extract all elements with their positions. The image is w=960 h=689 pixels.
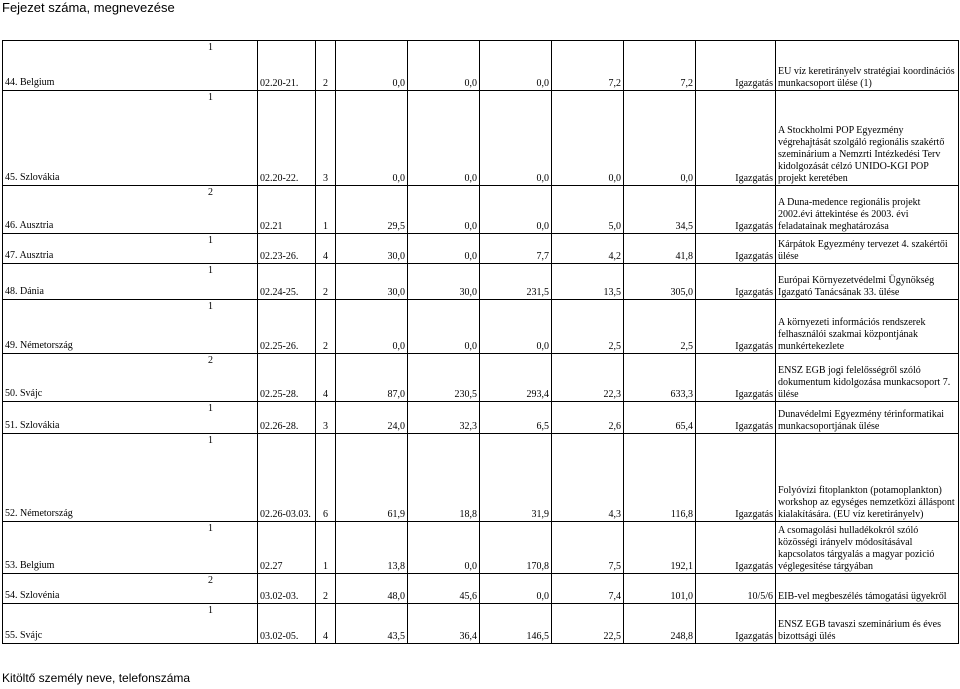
date-cell: 02.27: [258, 522, 316, 574]
days-cell: 2: [316, 41, 336, 91]
amount-4-cell: 7,2: [552, 41, 624, 91]
amount-1-cell: 30,0: [336, 264, 408, 300]
amount-3-cell: 0,0: [480, 41, 552, 91]
amount-3-cell: 0,0: [480, 574, 552, 604]
days-cell: 2: [316, 300, 336, 354]
table-row: [3, 522, 959, 574]
total-cell: 116,8: [624, 434, 696, 522]
amount-2-cell: 230,5: [408, 354, 480, 402]
total-cell: 34,5: [624, 186, 696, 234]
type-cell: Igazgatás: [696, 402, 776, 434]
travel-table: [2, 40, 959, 644]
description-cell: EU víz keretirányelv stratégiai koordinációs munkacsoport ülése (1): [776, 41, 959, 91]
participant-count: 1: [208, 301, 213, 312]
amount-4-cell: 4,2: [552, 234, 624, 264]
days-cell: 3: [316, 402, 336, 434]
date-cell: 02.25-28.: [258, 354, 316, 402]
country-cell: [3, 91, 258, 186]
total-cell: 633,3: [624, 354, 696, 402]
date-cell: 03.02-05.: [258, 604, 316, 644]
date-cell: 02.21: [258, 186, 316, 234]
total-cell: 41,8: [624, 234, 696, 264]
total-cell: 305,0: [624, 264, 696, 300]
amount-3-cell: 0,0: [480, 91, 552, 186]
days-cell: 3: [316, 91, 336, 186]
country-cell: [3, 354, 258, 402]
table-row: [3, 574, 959, 604]
amount-2-cell: 0,0: [408, 186, 480, 234]
table-row: [3, 604, 959, 644]
description-cell: Kárpátok Egyezmény tervezet 4. szakértői ülése: [776, 234, 959, 264]
amount-2-cell: 0,0: [408, 41, 480, 91]
amount-4-cell: 7,5: [552, 522, 624, 574]
table-row: [3, 186, 959, 234]
description-cell: A Duna-medence regionális projekt 2002.évi áttekintése és 2003. évi feladatainak meghatározása: [776, 186, 959, 234]
table-row: [3, 434, 959, 522]
days-cell: 4: [316, 234, 336, 264]
description-cell: Dunavédelmi Egyezmény térinformatikai munkacsoportjának ülése: [776, 402, 959, 434]
country-cell: [3, 604, 258, 644]
date-cell: 02.20-22.: [258, 91, 316, 186]
amount-1-cell: 61,9: [336, 434, 408, 522]
amount-3-cell: 6,5: [480, 402, 552, 434]
country-cell: [3, 186, 258, 234]
description-cell: ENSZ EGB tavaszi szeminárium és éves bizottsági ülés: [776, 604, 959, 644]
amount-2-cell: 36,4: [408, 604, 480, 644]
date-cell: 02.25-26.: [258, 300, 316, 354]
amount-4-cell: 7,4: [552, 574, 624, 604]
amount-1-cell: 48,0: [336, 574, 408, 604]
country-cell: [3, 41, 258, 91]
country-label: 46. Ausztria: [5, 220, 54, 231]
amount-1-cell: 29,5: [336, 186, 408, 234]
country-label: 48. Dánia: [5, 286, 44, 297]
amount-3-cell: 231,5: [480, 264, 552, 300]
country-label: 44. Belgium: [5, 77, 55, 88]
country-cell: [3, 434, 258, 522]
participant-count: 1: [208, 605, 213, 616]
amount-4-cell: 5,0: [552, 186, 624, 234]
amount-4-cell: 2,5: [552, 300, 624, 354]
type-cell: Igazgatás: [696, 434, 776, 522]
type-cell: Igazgatás: [696, 41, 776, 91]
participant-count: 1: [208, 42, 213, 53]
date-cell: 03.02-03.: [258, 574, 316, 604]
amount-3-cell: 31,9: [480, 434, 552, 522]
amount-1-cell: 0,0: [336, 41, 408, 91]
type-cell: Igazgatás: [696, 186, 776, 234]
amount-2-cell: 45,6: [408, 574, 480, 604]
participant-count: 1: [208, 265, 213, 276]
amount-2-cell: 30,0: [408, 264, 480, 300]
amount-3-cell: 0,0: [480, 300, 552, 354]
date-cell: 02.26-28.: [258, 402, 316, 434]
amount-2-cell: 0,0: [408, 91, 480, 186]
table-row: [3, 41, 959, 91]
days-cell: 4: [316, 604, 336, 644]
amount-4-cell: 4,3: [552, 434, 624, 522]
amount-2-cell: 0,0: [408, 234, 480, 264]
amount-1-cell: 30,0: [336, 234, 408, 264]
type-cell: Igazgatás: [696, 234, 776, 264]
type-cell: Igazgatás: [696, 522, 776, 574]
type-cell: Igazgatás: [696, 91, 776, 186]
description-cell: A környezeti információs rendszerek felhasználói szakmai központjának munkértekezlete: [776, 300, 959, 354]
participant-count: 1: [208, 403, 213, 414]
amount-3-cell: 170,8: [480, 522, 552, 574]
amount-3-cell: 293,4: [480, 354, 552, 402]
table-row: [3, 234, 959, 264]
amount-4-cell: 22,5: [552, 604, 624, 644]
amount-1-cell: 43,5: [336, 604, 408, 644]
filler-contact-label: Kitöltő személy neve, telefonszáma: [2, 671, 191, 685]
amount-2-cell: 0,0: [408, 522, 480, 574]
table-row: [3, 300, 959, 354]
amount-2-cell: 0,0: [408, 300, 480, 354]
participant-count: 1: [208, 235, 213, 246]
total-cell: 192,1: [624, 522, 696, 574]
country-label: 45. Szlovákia: [5, 172, 60, 183]
participant-count: 2: [208, 355, 213, 366]
days-cell: 2: [316, 574, 336, 604]
days-cell: 1: [316, 522, 336, 574]
participant-count: 2: [208, 187, 213, 198]
description-cell: EIB-vel megbeszélés támogatási ügyekről: [776, 574, 959, 604]
participant-count: 2: [208, 575, 213, 586]
country-label: 50. Svájc: [5, 388, 43, 399]
country-label: 55. Svájc: [5, 630, 43, 641]
description-cell: ENSZ EGB jogi felelősségről szóló dokumentum kidolgozása munkacsoport 7. ülése: [776, 354, 959, 402]
type-cell: Igazgatás: [696, 264, 776, 300]
total-cell: 7,2: [624, 41, 696, 91]
amount-2-cell: 32,3: [408, 402, 480, 434]
amount-4-cell: 0,0: [552, 91, 624, 186]
type-cell: 10/5/6: [696, 574, 776, 604]
amount-4-cell: 2,6: [552, 402, 624, 434]
country-label: 54. Szlovénia: [5, 590, 60, 601]
date-cell: 02.23-26.: [258, 234, 316, 264]
country-cell: [3, 234, 258, 264]
total-cell: 2,5: [624, 300, 696, 354]
description-cell: Folyóvízi fitoplankton (potamoplankton) workshop az egységes nemzetközi álláspont kialakítására. (EU víz keretirányelv): [776, 434, 959, 522]
country-cell: [3, 300, 258, 354]
days-cell: 4: [316, 354, 336, 402]
table-row: [3, 354, 959, 402]
country-label: 49. Németország: [5, 340, 73, 351]
amount-1-cell: 0,0: [336, 300, 408, 354]
chapter-title: Fejezet száma, megnevezése: [2, 0, 175, 15]
type-cell: Igazgatás: [696, 300, 776, 354]
table-row: [3, 402, 959, 434]
total-cell: 248,8: [624, 604, 696, 644]
total-cell: 101,0: [624, 574, 696, 604]
days-cell: 6: [316, 434, 336, 522]
description-cell: A csomagolási hulladékokról szóló közösségi irányelv módosításával kapcsolatos tárgyalás a magyar pozició véglegesítése tárgyában: [776, 522, 959, 574]
country-cell: [3, 402, 258, 434]
participant-count: 1: [208, 523, 213, 534]
country-cell: [3, 264, 258, 300]
amount-1-cell: 24,0: [336, 402, 408, 434]
date-cell: 02.26-03.03.: [258, 434, 316, 522]
participant-count: 1: [208, 92, 213, 103]
amount-1-cell: 87,0: [336, 354, 408, 402]
days-cell: 1: [316, 186, 336, 234]
description-cell: Európai Környezetvédelmi Ügynökség Igazgató Tanácsának 33. ülése: [776, 264, 959, 300]
date-cell: 02.20-21.: [258, 41, 316, 91]
country-cell: [3, 522, 258, 574]
amount-3-cell: 7,7: [480, 234, 552, 264]
country-label: 52. Németország: [5, 508, 73, 519]
description-cell: A Stockholmi POP Egyezmény végrehajtását szolgáló regionális szakértő szeminárium a Nemzrti Intézkedési Terv kidolgozását célzó UNIDO-KGI POP projekt keretében: [776, 91, 959, 186]
days-cell: 2: [316, 264, 336, 300]
country-label: 53. Belgium: [5, 560, 55, 571]
amount-4-cell: 13,5: [552, 264, 624, 300]
country-cell: [3, 574, 258, 604]
amount-1-cell: 13,8: [336, 522, 408, 574]
participant-count: 1: [208, 435, 213, 446]
amount-4-cell: 22,3: [552, 354, 624, 402]
type-cell: Igazgatás: [696, 354, 776, 402]
table-row: [3, 264, 959, 300]
amount-1-cell: 0,0: [336, 91, 408, 186]
date-cell: 02.24-25.: [258, 264, 316, 300]
amount-3-cell: 146,5: [480, 604, 552, 644]
total-cell: 0,0: [624, 91, 696, 186]
amount-2-cell: 18,8: [408, 434, 480, 522]
country-label: 51. Szlovákia: [5, 420, 60, 431]
table-row: [3, 91, 959, 186]
type-cell: Igazgatás: [696, 604, 776, 644]
country-label: 47. Ausztria: [5, 250, 54, 261]
total-cell: 65,4: [624, 402, 696, 434]
amount-3-cell: 0,0: [480, 186, 552, 234]
